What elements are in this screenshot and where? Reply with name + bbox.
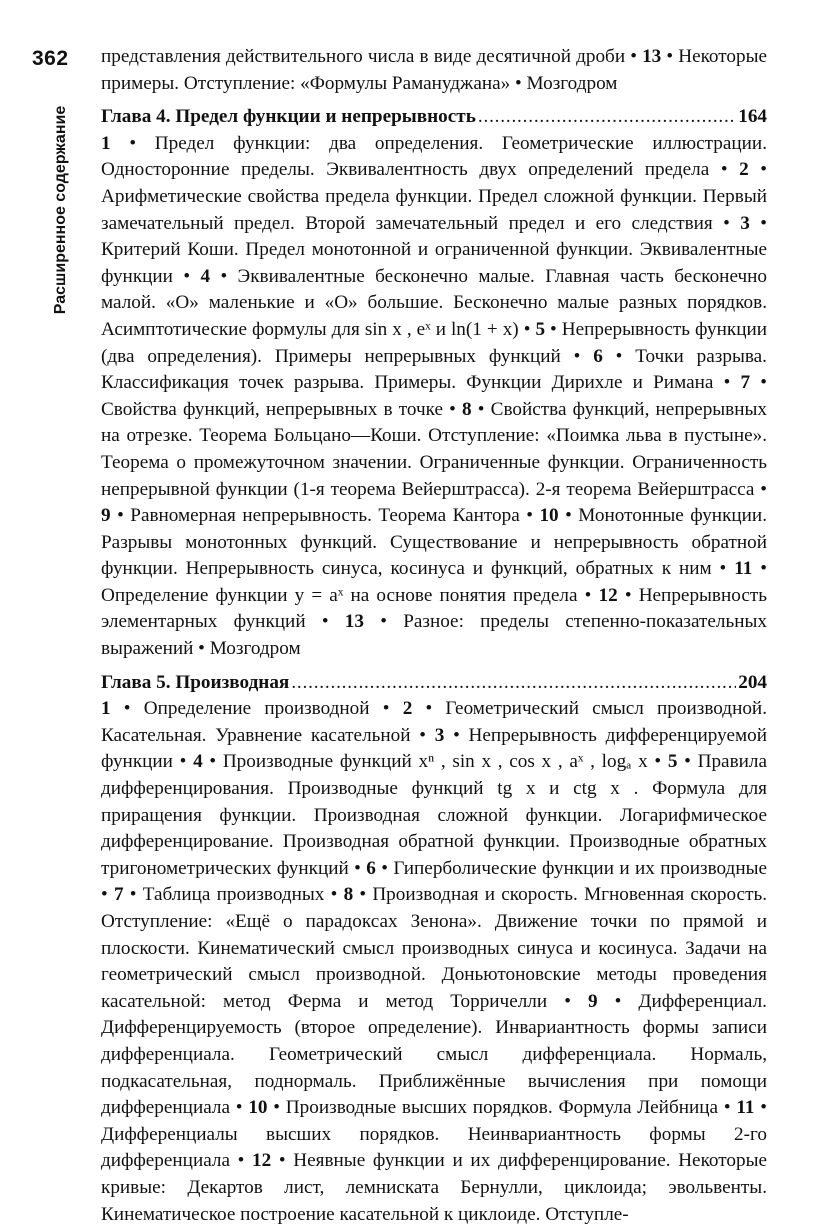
section-number: 1 (101, 132, 111, 154)
section-number: 2 (739, 159, 749, 181)
section-number: 4 (193, 751, 203, 773)
chapter-title: Глава 4. Предел функции и непрерывность (101, 106, 476, 128)
toc-content (101, 44, 767, 1228)
section-number: 6 (366, 857, 376, 879)
section-number: 2 (402, 698, 413, 720)
chapter-page: 204 (738, 671, 767, 693)
section-number: 12 (598, 584, 618, 606)
chapter-title: Глава 5. Производная (101, 671, 290, 693)
section-number: 5 (535, 318, 546, 340)
chapter-4 (101, 104, 767, 662)
section-number: 12 (252, 1150, 272, 1172)
section-number: 4 (200, 265, 211, 287)
running-head: Расширенное содержание (52, 105, 69, 315)
section-number: 9 (587, 990, 598, 1012)
chapter-text: 1 • Предел функции: два определения. Геометрические иллюстрации. Односторонние пределы. Эквивалентность двух определений предела • 2 • Арифметические свойства предела функции. Предел сложной функции. Первый замечательный предел. Второй замечательный предел и его следствия • 3 • Критерий Коши. Предел монотонной и ограниченной функции. Эквивалентные функции • 4 • Эквивалентные бесконечно малые. Главная часть бесконечно малой. «О» маленькие и «О» большие. Бесконечно малые разных порядков. Асимптотические формулы для sin x , eˣ и ln(1 + x) • 5 • Непрерывность функции (два определения). Примеры непрерывных функций • 6 • Точки разрыва. Классификация точек разрыва. Примеры. Функции Дирихле и Римана • 7 • Свойства функций, непрерывных в точке • 8 • Свойства функций, непрерывных на отрезке. Теорема Больцано—Коши. Отступление: «Поимка льва в пустыне». Теорема о промежуточном значении. Ограниченные функции. Ограниченность непрерывной функции (1-я теорема Вейерштрасса). 2-я теорема Вейерштрасса • 9 • Равномерная непрерывность. Теорема Кантора • 10 • Монотонные функции. Разрывы монотонных функций. Существование и непрерывность обратной функции. Непрерывность синуса, косинуса и функций, обратных к ним • 11 • Определение функции y = aˣ на основе понятия предела • 12 • Непрерывность элементарных функций • 13 • Разное: пределы степенно-показательных выражений • Мозгодром (101, 132, 768, 660)
intro-text: представления действительного числа в виде десятичной дроби • 13 • Некоторые примеры. Отступление: «Формулы Рамануджана» • Мозгодром (101, 46, 767, 94)
section-number: 5 (667, 751, 678, 773)
section-number: 10 (539, 505, 559, 527)
section-number: 7 (113, 884, 124, 906)
section-number: 3 (740, 212, 750, 234)
section-number: 8 (462, 398, 472, 420)
chapter-5 (101, 670, 767, 1228)
section-number: 13 (642, 46, 662, 67)
leader-dots (478, 104, 736, 131)
section-number: 11 (734, 558, 753, 580)
section-number: 6 (593, 345, 603, 367)
section-number: 10 (248, 1097, 268, 1119)
leader-dots (291, 670, 736, 697)
chapter-page: 164 (738, 106, 767, 128)
section-number: 13 (344, 611, 364, 633)
section-number: 9 (101, 505, 111, 527)
section-number: 7 (740, 372, 751, 394)
chapter-text: 1 • Определение производной • 2 • Геометрический смысл производной. Касательная. Уравнение касательной • 3 • Непрерывность дифференцируемой функции • 4 • Производные функций xⁿ , sin x , cos x , aˣ , logₐ x • 5 • Правила дифференцирования. Производные функций tg x и ctg x . Формула для приращения функции. Производная сложной функции. Логарифмическое дифференцирование. Производная обратной функции. Производные обратных тригонометрических функций • 6 • Гиперболические функции и их производные • 7 • Таблица производных • 8 • Производная и скорость. Мгновенная скорость. Отступление: «Ещё о парадоксах Зенона». Движение точки по прямой и плоскости. Кинематический смысл производных синуса и косинуса. Задачи на геометрический смысл производной. Доньютоновские методы проведения касательной: метод Ферма и метод Торричелли • 9 • Дифференциал. Дифференцируемость (второе определение). Инвариантность формы записи дифференциала. Геометрический смысл дифференциала. Нормаль, подкасательная, поднормаль. Приближённые вычисления при помощи дифференциала • 10 • Производные высших порядков. Формула Лейбница • 11 • Дифференциалы высших порядков. Неинвариантность формы 2-го дифференциала • 12 • Неявные функции и их дифференцирование. Некоторые кривые: Декартов лист, лемниската Бернулли, циклоида; эвольвенты. Кинематическое построение касательной к циклоиде. Отступле- (101, 698, 767, 1225)
chapter-heading (101, 670, 767, 697)
section-number: 11 (736, 1097, 755, 1119)
page-number: 362 (32, 47, 69, 70)
chapter-heading (101, 104, 767, 131)
section-number: 3 (434, 724, 445, 746)
section-number: 8 (343, 884, 354, 906)
section-number: 1 (101, 698, 111, 720)
